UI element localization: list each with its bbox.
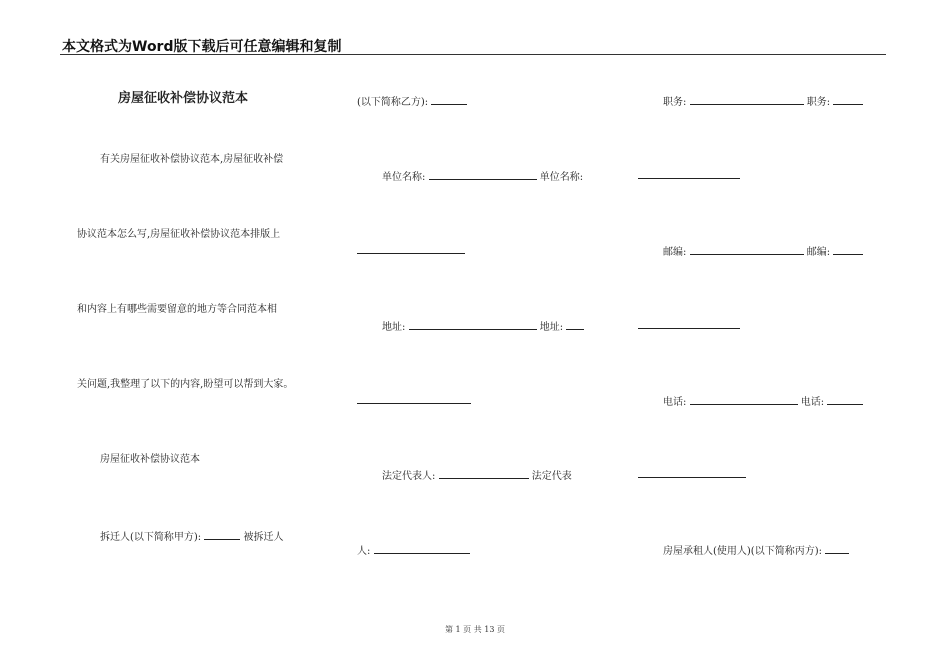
column2-blank-2 [357,393,471,404]
unit-name-line [382,169,583,184]
postcode-label-1: 邮编: [663,247,687,258]
party-b-alias-blank [431,94,467,105]
party-a-blank [204,529,240,540]
position-blank-1 [690,94,804,105]
legal-rep-label: 法定代表人: [382,471,436,482]
footer-prefix: 第 [444,625,453,634]
intro-line-2: 协议范本怎么写,房屋征收补偿协议范本排版上 [77,229,281,240]
postcode-blank-2 [833,244,863,255]
postcode-line [663,244,863,259]
address-blank-3 [638,318,740,329]
unit-name-label-2: 单位名称: [539,172,584,183]
position-label-1: 职务: [663,97,687,108]
phone-label-2: 电话: [800,397,825,408]
position-blank-2 [833,94,863,105]
footer-page-number: 1 [455,625,461,634]
intro-line-4: 关问题,我整理了以下的内容,盼望可以帮到大家。 [77,379,294,390]
legal-rep-line [382,468,572,483]
address-label-2: 地址: [539,322,564,333]
party-c-line [663,543,849,558]
position-line [663,94,863,109]
address-label-1: 地址: [382,322,406,333]
party-b-label-start: 被拆迁人 [243,532,284,543]
party-b-label-end: 人: [357,546,371,557]
unit-name-blank-2 [638,168,740,179]
unit-name-label-1: 单位名称: [382,172,426,183]
header-title: 本文格式为Word版下载后可任意编辑和复制 [62,39,342,55]
address-blank-1 [409,319,537,330]
intro-line-1: 有关房屋征收补偿协议范本,房屋征收补偿 [100,154,284,165]
column2-blank-1 [357,243,465,254]
party-b-alias-line [357,94,467,109]
postcode-blank-1 [690,244,804,255]
legal-rep-short: 法定代表 [531,471,572,482]
party-b-end-blank [374,543,470,554]
section-title: 房屋征收补偿协议范本 [100,454,200,465]
footer-page-word: 页 [463,625,472,634]
postcode-label-2: 邮编: [806,247,831,258]
party-a-line [100,529,284,544]
unit-name-blank-1 [429,169,537,180]
party-c-blank [825,543,849,554]
legal-rep-blank-2 [638,467,746,478]
phone-line [663,394,863,409]
document-title: 房屋征收补偿协议范本 [118,91,249,106]
phone-blank-2 [827,394,863,405]
footer-total-pages: 13 [484,625,495,634]
header-divider [60,54,886,55]
party-a-label: 拆迁人(以下简称甲方): [100,532,202,543]
address-line [382,319,584,334]
position-label-2: 职务: [806,97,831,108]
intro-line-3: 和内容上有哪些需要留意的地方等合同范本相 [77,304,277,315]
footer-total-word: 共 [473,625,482,634]
address-blank-2 [566,319,584,330]
phone-blank-1 [690,394,798,405]
phone-label-1: 电话: [663,397,687,408]
party-b-end-line [357,543,470,558]
footer-total-suffix: 页 [497,625,505,634]
page-footer [0,624,950,635]
party-c-label: 房屋承租人(使用人)(以下简称丙方): [663,546,822,557]
party-b-alias: (以下简称乙方): [357,97,429,108]
legal-rep-blank-1 [439,468,529,479]
